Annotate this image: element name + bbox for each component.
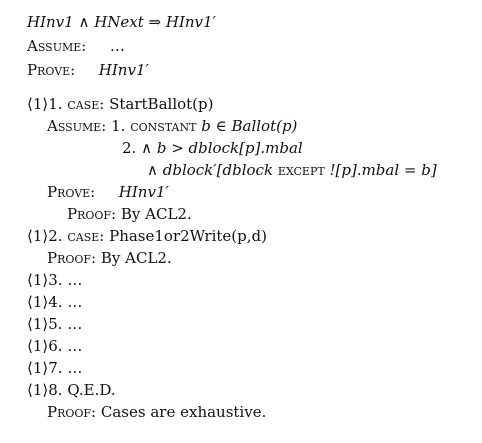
step-2-proof: [47, 248, 172, 268]
step-5: [27, 314, 82, 334]
step-8-heading: [27, 380, 116, 400]
step-text: …: [67, 359, 83, 377]
case-text: Phase1or2Write(p,d): [109, 227, 267, 245]
assume-item-number: 1.: [111, 117, 126, 135]
step-1-heading: [27, 94, 213, 114]
step-1-assume-2-cont: [147, 160, 437, 180]
theorem-formula: HInv1 ∧ HNext ⇒ HInv1′: [27, 13, 216, 31]
assume-keyword: Assume:: [47, 117, 107, 135]
assume-item-text: ∧ dblock′[dblock: [147, 161, 274, 179]
assume-item-text: ![p].mbal = b]: [329, 161, 437, 179]
step-text: Q.E.D.: [67, 381, 116, 399]
except-keyword: except: [277, 161, 325, 179]
step-8-proof: [47, 402, 266, 422]
case-keyword: case:: [67, 95, 105, 113]
step-number: ⟨1⟩8.: [27, 381, 63, 399]
step-text: …: [67, 315, 83, 333]
step-1-assume: [47, 116, 297, 136]
proof-text: By ACL2.: [100, 249, 172, 267]
step-number: ⟨1⟩7.: [27, 359, 63, 377]
step-text: …: [67, 293, 83, 311]
step-1-assume-2: [122, 138, 303, 158]
step-7: [27, 358, 82, 378]
step-text: …: [67, 271, 83, 289]
proof-keyword: Proof:: [47, 249, 97, 267]
step-1-prove: [47, 182, 169, 202]
step-2-heading: [27, 226, 267, 246]
prove-value: HInv1′: [118, 183, 169, 201]
step-number: ⟨1⟩3.: [27, 271, 63, 289]
assume-keyword: Assume:: [27, 37, 87, 55]
header-assume: [27, 36, 125, 56]
step-3: [27, 270, 82, 290]
prove-keyword: Prove:: [27, 61, 76, 79]
assume-item-text: ∧ b > dblock[p].mbal: [141, 139, 303, 157]
prove-value: HInv1′: [98, 61, 149, 79]
step-6: [27, 336, 82, 356]
assume-item-text: b ∈ Ballot(p): [201, 117, 298, 135]
step-number: ⟨1⟩6.: [27, 337, 63, 355]
constant-keyword: constant: [130, 117, 197, 135]
case-text: StartBallot(p): [109, 95, 214, 113]
step-number: ⟨1⟩1.: [27, 95, 63, 113]
step-1-proof: [67, 204, 192, 224]
proof-text: By ACL2.: [120, 205, 192, 223]
proof-keyword: Proof:: [67, 205, 117, 223]
prove-keyword: Prove:: [47, 183, 96, 201]
step-number: ⟨1⟩4.: [27, 293, 63, 311]
step-4: [27, 292, 82, 312]
proof-keyword: Proof:: [47, 403, 97, 421]
step-number: ⟨1⟩5.: [27, 315, 63, 333]
case-keyword: case:: [67, 227, 105, 245]
assume-item-number: 2.: [122, 139, 137, 157]
assume-value: …: [109, 37, 125, 55]
step-text: …: [67, 337, 83, 355]
header-prove: [27, 60, 149, 80]
proof-text: Cases are exhaustive.: [100, 403, 267, 421]
step-number: ⟨1⟩2.: [27, 227, 63, 245]
